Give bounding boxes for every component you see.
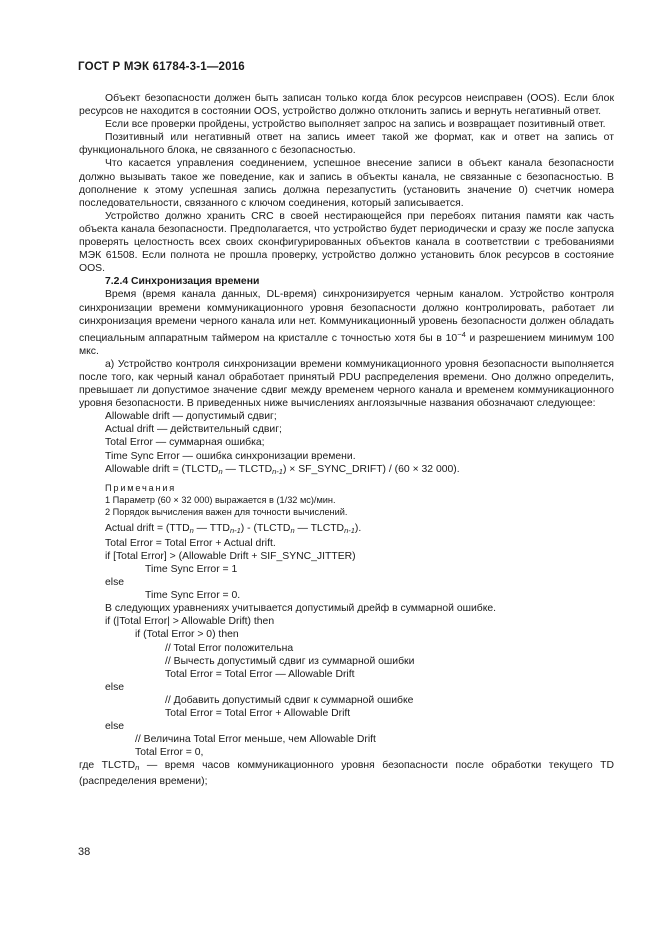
document-body	[79, 92, 614, 788]
formula-allowable-drift: Allowable drift = ($TLCTD_n$ — $TLCTD_{n-1}$) × SF_SYNC_DRIFT) / (60 × 32 000).	[105, 463, 460, 476]
paragraph: Позитивный или негативный ответ на запись имеет такой же формат, как и ответ на запись от функционального блока, не связанного с безопасностью.	[79, 132, 614, 157]
code-line: if (Total Error > 0) then	[135, 629, 239, 641]
paragraph-text: Время (время канала данных, DL-время) синхронизируется черным каналом. Устройство контроля синхронизации времени коммуникационного уровня безопасности должно контролировать, работает ли синхронизация времени черного канала или нет. Коммуникационный уровень безопасности должен обладать специальным аппаратным таймером на кристалле с точностью хотя бы в 10	[79, 289, 614, 344]
code-line: else	[105, 681, 125, 693]
code-line: // Вычесть допустимый сдвиг из суммарной ошибки	[165, 655, 415, 667]
note-item: 2 Порядок вычисления важен для точности вычислений.	[105, 506, 348, 517]
section-heading	[79, 275, 614, 288]
page-number: 38	[78, 846, 91, 858]
definition-item: Actual drift — действительный сдвиг;	[105, 424, 282, 436]
code-line: Total Error = Total Error + Actual drift.	[105, 537, 276, 549]
definition-item: Time Sync Error — ошибка синхронизации времени.	[105, 450, 356, 462]
paragraph	[79, 288, 614, 357]
superscript: −4	[457, 329, 466, 339]
code-line: else	[105, 577, 125, 589]
code-line: // Добавить допустимый сдвиг к суммарной ошибке	[165, 694, 414, 706]
code-line: else	[105, 721, 125, 733]
section-title: Синхронизация времени	[131, 276, 260, 288]
code-line: // Total Error положительна	[165, 642, 294, 654]
where-clause: где $TLCTD_n$ — время часов коммуникационного уровня безопасности после обработки текущего TD (распределения времени);	[79, 760, 614, 787]
paragraph: Что касается управления соединением, успешное внесение записи в объект канала безопасности должно вызывать такое же поведение, как и запись в объекты канала, не связанные с безопасностью. В дополнение к этому успешная запись должна перезапустить (установить значение 0) счетчик номера последовательности, связанного с ключом соединения, который записывается.	[79, 158, 614, 209]
code-line: if [Total Error] > (Allowable Drift + SIF_SYNC_JITTER)	[105, 550, 356, 562]
section-number: 7.2.4	[105, 276, 129, 288]
code-line: Total Error = Total Error — Allowable Drift	[165, 668, 355, 680]
definition-item: Allowable drift — допустимый сдвиг;	[105, 411, 277, 423]
notes-title: Примечания	[105, 482, 177, 493]
code-line: Total Error = 0,	[135, 747, 204, 759]
code-line: Total Error = Total Error + Allowable Drift	[165, 708, 351, 720]
paragraph: Если все проверки пройдены, устройство выполняет запрос на запись и возвращает позитивный ответ.	[105, 119, 606, 131]
formula-actual-drift: Actual drift = ($TTD_n$ — $TTD_{n-1}$) - ($TLCTD_n$ — $TLCTD_{n-1}$).	[105, 522, 362, 535]
note-item: 1 Параметр (60 × 32 000) выражается в (1/32 мс)/мин.	[105, 494, 336, 505]
definition-item: Total Error — суммарная ошибка;	[105, 437, 265, 449]
paragraph: а) Устройство контроля синхронизации времени коммуникационного уровня безопасности выполняется после того, как черный канал обработает принятый PDU распределения времени. Оно должно определить, превышает ли допустимое значение сдвиг между временем черного канала и временем коммуникационного уровня безопасности. В приведенных ниже вычислениях англоязычные названия обозначают следующее:	[79, 358, 614, 410]
paragraph-text: и разрешением минимум 100 мкс.	[79, 332, 614, 357]
code-line: В следующих уравнениях учитывается допустимый дрейф в суммарной ошибке.	[105, 603, 497, 615]
code-line: if (|Total Error| > Allowable Drift) then	[105, 616, 275, 628]
code-line: Time Sync Error = 0.	[145, 590, 241, 602]
paragraph: Объект безопасности должен быть записан только когда блок ресурсов неисправен (OOS). Если блок ресурсов не находится в состоянии OOS, устройство должно отклонить запись и вернуть негативный ответ.	[79, 93, 614, 118]
code-line: Time Sync Error = 1	[145, 564, 238, 575]
code-line: // Величина Total Error меньше, чем Allowable Drift	[135, 734, 376, 746]
paragraph: Устройство должно хранить CRC в своей нестирающейся при перебоях питания памяти как часть объекта канала безопасности. Предполагается, что устройство будет периодически и сразу же после запуска проверять целостность всех своих сконфигурированных объектов канала в соответствии с требованиями МЭК 61508. Если полнота не прошла проверку, устройство должно установить блок ресурсов в состояние OOS.	[79, 210, 614, 275]
document-header: ГОСТ Р МЭК 61784-3-1—2016	[78, 61, 245, 73]
